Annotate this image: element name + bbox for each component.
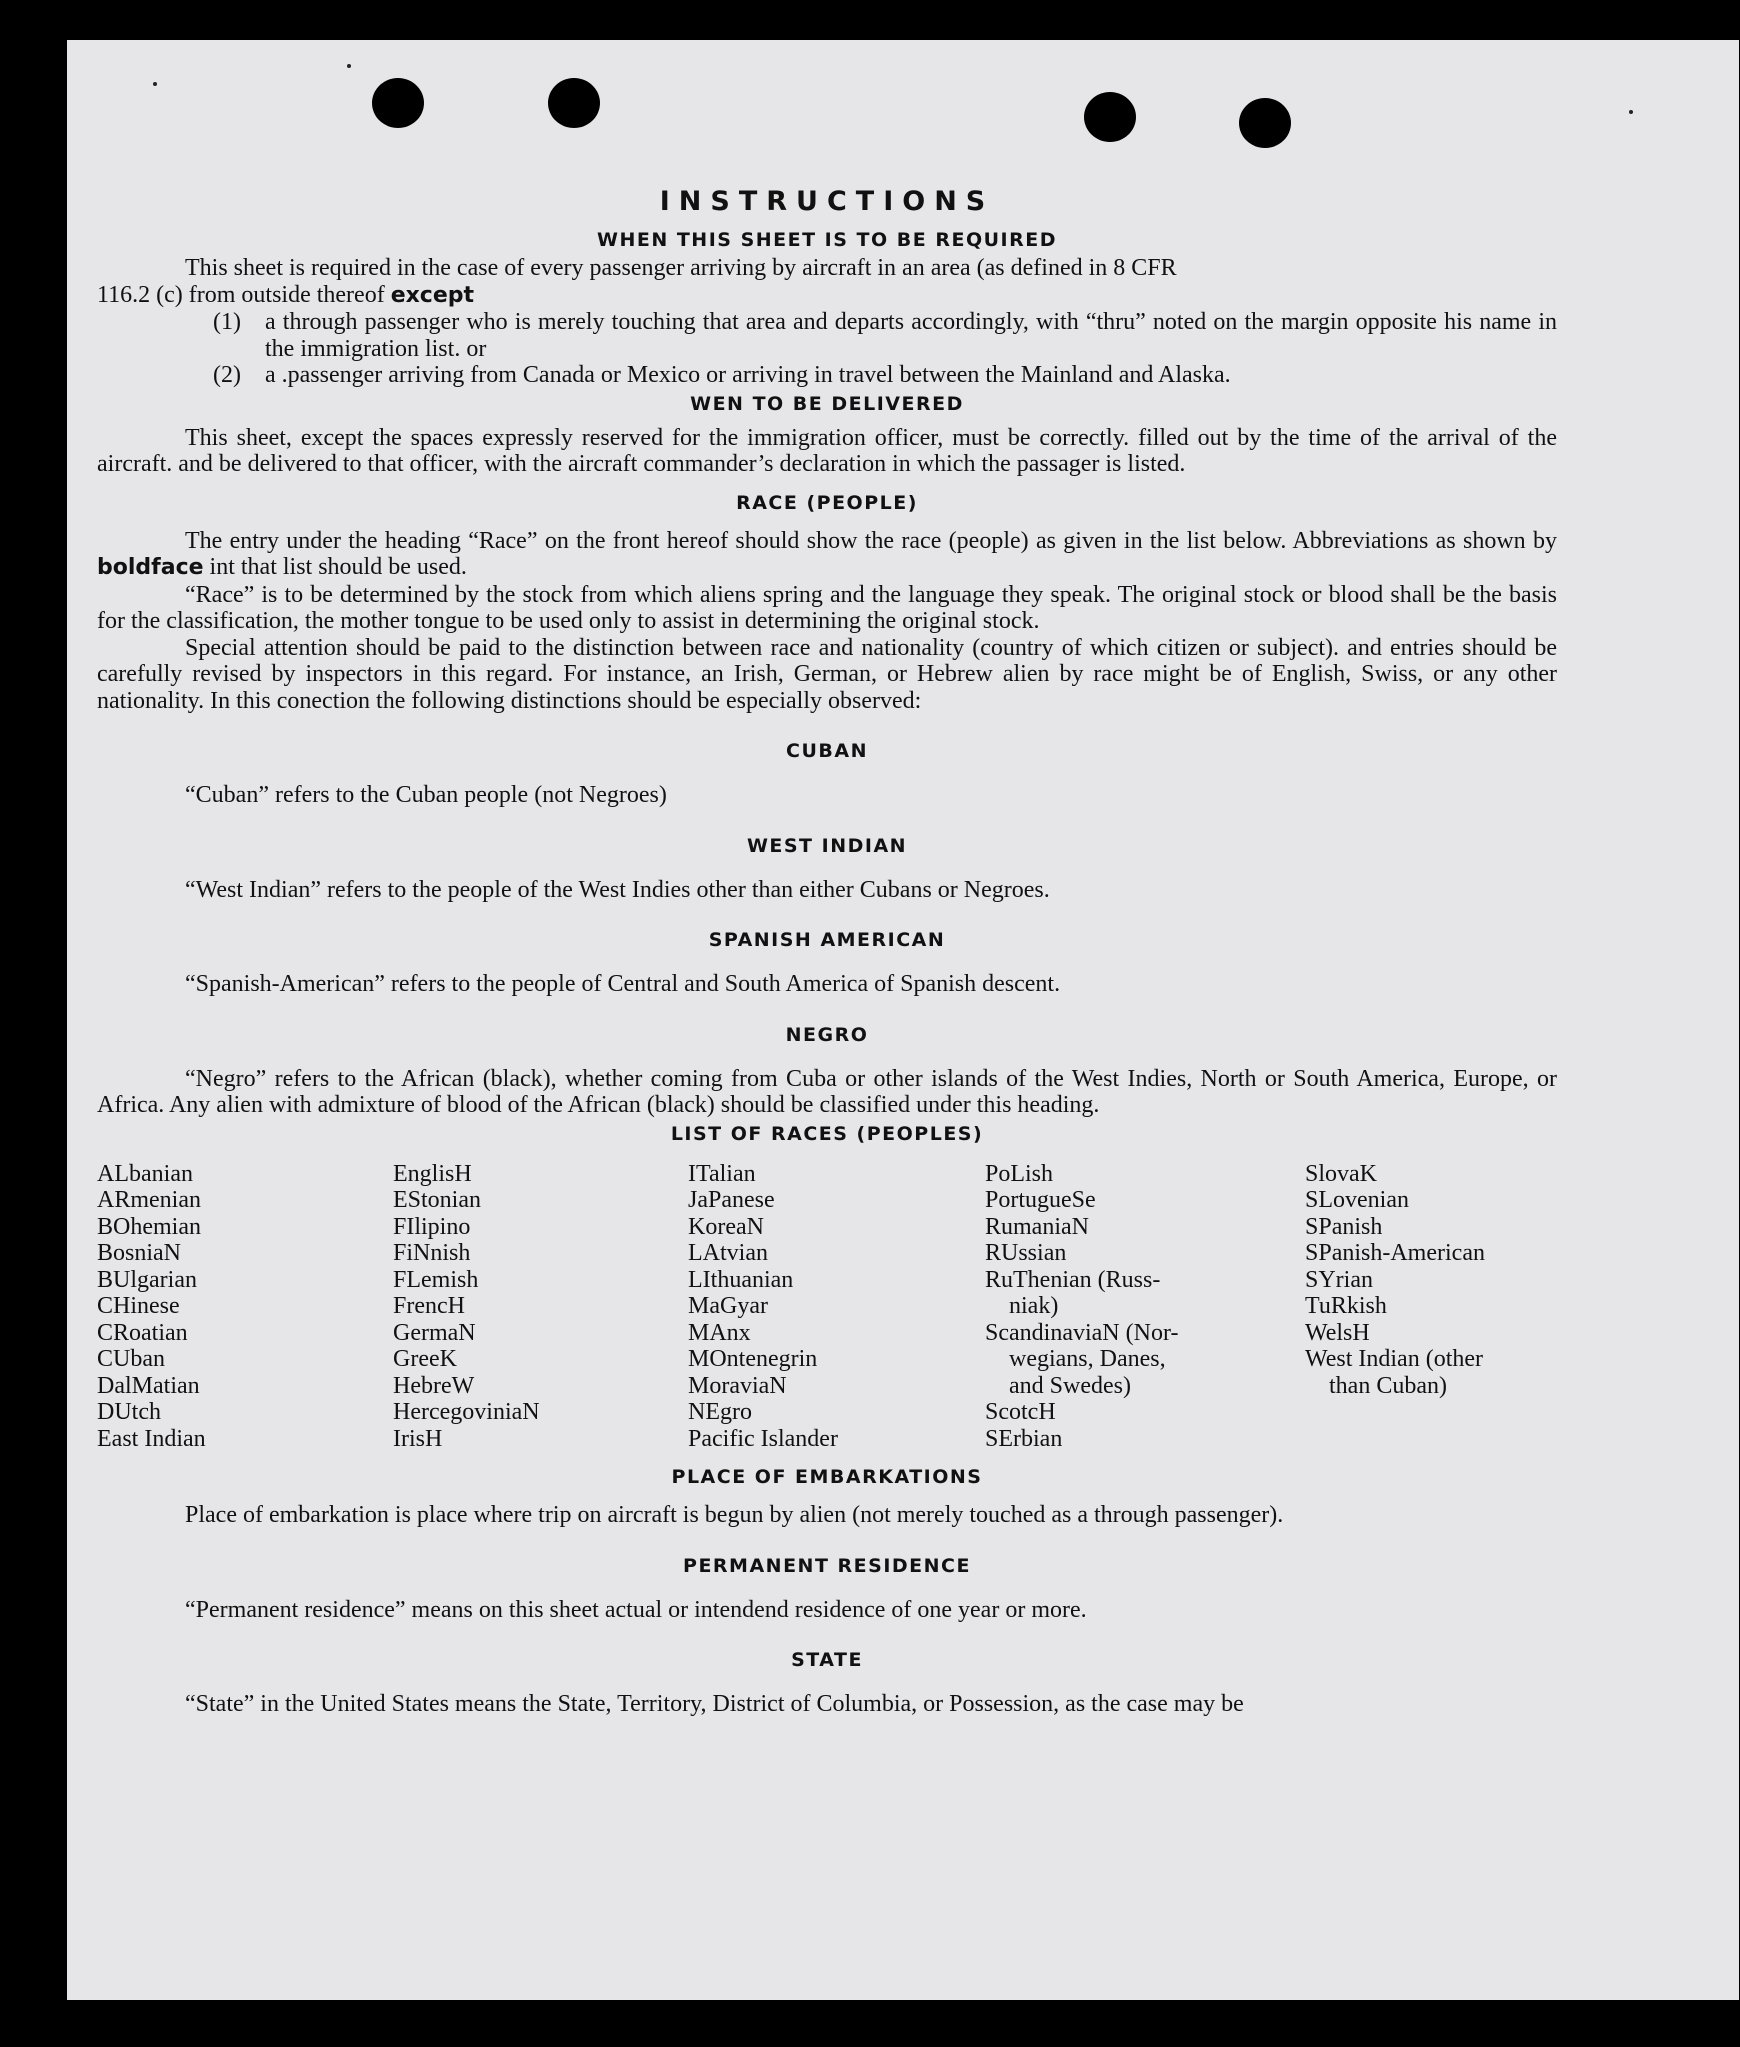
heading-spanish-american: SPANISH AMERICAN [708,929,946,951]
speck [347,64,351,68]
west-indian-text: “West Indian” refers to the people of the West Indies other than either Cubans or Negroes. [185,876,1050,903]
punch-hole [1084,92,1136,142]
race-item: FLemish [393,1266,479,1293]
race-paragraph-2: “Race” is to be determined by the stock from which aliens spring and the language they speak. The original stock or blood shall be the basis for the classification, the mother tongue to be used only to assist in determining the original stock. [97,581,1557,634]
punch-hole [372,78,424,128]
race-item: TuRkish [1305,1293,1387,1319]
race-item: SYrian [1305,1266,1373,1293]
race-item: PoLish [985,1160,1054,1187]
race-item: FIlipino [393,1213,471,1240]
negro-text: “Negro” refers to the African (black), whether coming from Cuba or other islands of the West Indies, North or South America, Europe, or Africa. Any alien with admixture of blood of the African (black) should be classified under this heading. [97,1065,1557,1118]
race-item: HebreW [393,1372,475,1399]
race-item: CRoatian [97,1319,188,1346]
race-item: EStonian [393,1187,481,1213]
state-text: “State” in the United States means the State, Territory, District of Columbia, or Possession, as the case may be [185,1691,1244,1717]
heading-negro: NEGRO [785,1023,869,1046]
race-item: MoraviaN [688,1372,787,1399]
race-item: WelsH [1305,1319,1370,1346]
race-item: than Cuban) [1329,1372,1447,1399]
race-paragraph-3: Special attention should be paid to the distinction between race and nationality (country of which citizen or subject). and entries should be carefully revised by inspectors in this regard. For instance, an Irish, German, or Hebrew alien by race might be of English, Swiss, or any other nationality. In this conection the following distinctions should be especially observed: [97,634,1557,714]
race-item: BUlgarian [97,1266,197,1293]
heading-when-delivered: WEN TO BE DELIVERED [690,392,964,415]
races-column-5 [1305,1161,1557,1453]
race-item: and Swedes) [1009,1372,1131,1399]
race-item: SlovaK [1305,1160,1377,1187]
race-item: FrencH [393,1293,465,1319]
race-paragraph-1: The entry under the heading “Race” on the front hereof should show the race (people) as given in the list below. Abbreviations as shown by boldface int that list should be used. [97,527,1557,580]
race-item: wegians, Danes, [1009,1346,1166,1372]
heading-west-indian: WEST INDIAN [746,834,908,857]
when-required-intro-b: 116.2 (c) from outside thereof except [97,281,475,308]
race-item: RuThenian (Russ- [985,1266,1161,1293]
race-item: ALbanian [97,1160,193,1187]
speck [153,82,157,86]
races-column-2 [393,1161,688,1453]
residence-text: “Permanent residence” means on this sheet actual or intendend residence of one year or more. [185,1596,1087,1623]
when-required-intro-a: This sheet is required in the case of every passenger arriving by aircraft in an area (as defined in 8 CFR [185,255,1177,281]
race-item: niak) [1009,1293,1059,1319]
races-list [97,1161,1557,1453]
race-item: BosniaN [97,1240,181,1266]
race-item: BOhemian [97,1213,201,1240]
race-item: GermaN [393,1319,476,1346]
race-item: MAnx [688,1319,751,1346]
when-delivered-text: This sheet, except the spaces expressly reserved for the immigration officer, must be correctly. filled out by the time of the arrival of the aircraft. and be delivered to that officer, with the aircraft commander’s declaration in which the passager is listed. [97,424,1557,477]
race-item: MaGyar [688,1293,768,1319]
race-item: SPanish-American [1305,1240,1485,1266]
races-column-3 [688,1161,985,1453]
race-item: KoreaN [688,1213,764,1240]
punch-hole [1239,98,1291,148]
race-item: DalMatian [97,1372,200,1399]
race-item: ITalian [688,1160,756,1187]
document-sheet [67,40,1739,2000]
speck [1629,110,1633,114]
race-item: DUtch [97,1399,161,1425]
race-item: NEgro [688,1399,752,1425]
race-item: EnglisH [393,1160,472,1187]
race-item: CHinese [97,1293,180,1319]
race-item: PortugueSe [985,1187,1096,1213]
race-item: SPanish [1305,1213,1383,1240]
heading-embarkation: PLACE OF EMBARKATIONS [671,1466,983,1488]
heading-when-required: WHEN THIS SHEET IS TO BE REQUIRED [596,229,1057,251]
race-item: FiNnish [393,1240,471,1266]
except-bold: except [390,282,475,308]
race-item: CUban [97,1346,165,1372]
heading-race: RACE (PEOPLE) [736,491,918,514]
race-item: HercegoviniaN [393,1399,540,1425]
race-item: ARmenian [97,1187,201,1213]
race-item: JaPanese [688,1187,775,1213]
races-column-4 [985,1161,1305,1453]
race-item: ScandinaviaN (Nor- [985,1319,1179,1346]
race-item: RumaniaN [985,1213,1089,1240]
boldface-bold: boldface [97,555,204,580]
heading-residence: PERMANENT RESIDENCE [683,1554,971,1577]
cuban-text: “Cuban” refers to the Cuban people (not Negroes) [185,782,667,808]
race-item: Pacific Islander [688,1425,838,1452]
race-item: West Indian (other [1305,1346,1484,1372]
exception-item-1: (1) a through passenger who is merely touching that area and departs accordingly, with “thru” noted on the margin opposite his name in the immigration list. or [213,309,1557,362]
race-item: SLovenian [1305,1187,1409,1213]
races-column-1 [97,1161,393,1453]
heading-cuban: CUBAN [786,740,868,762]
race-item: IrisH [393,1425,443,1452]
punch-hole [548,78,600,128]
race-item: MOntenegrin [688,1346,818,1372]
heading-list-of-races: LIST OF RACES (PEOPLES) [670,1122,984,1145]
race-item: SErbian [985,1425,1063,1452]
race-item: GreeK [393,1346,457,1372]
embarkation-text: Place of embarkation is place where trip on aircraft is begun by alien (not merely touched as a through passenger). [185,1502,1284,1528]
race-item: RUssian [985,1240,1067,1266]
race-item: LAtvian [688,1240,768,1266]
race-item: ScotcH [985,1399,1056,1425]
spanish-american-text: “Spanish-American” refers to the people of Central and South America of Spanish descent. [185,971,1061,997]
race-item: LIthuanian [688,1266,794,1293]
race-item: East Indian [97,1425,206,1452]
page-title: INSTRUCTIONS [659,186,995,217]
instructions-content [97,185,1557,1718]
heading-state: STATE [791,1649,863,1671]
exception-item-2: (2) a .passenger arriving from Canada or Mexico or arriving in travel between the Mainland and Alaska. [213,362,1231,388]
